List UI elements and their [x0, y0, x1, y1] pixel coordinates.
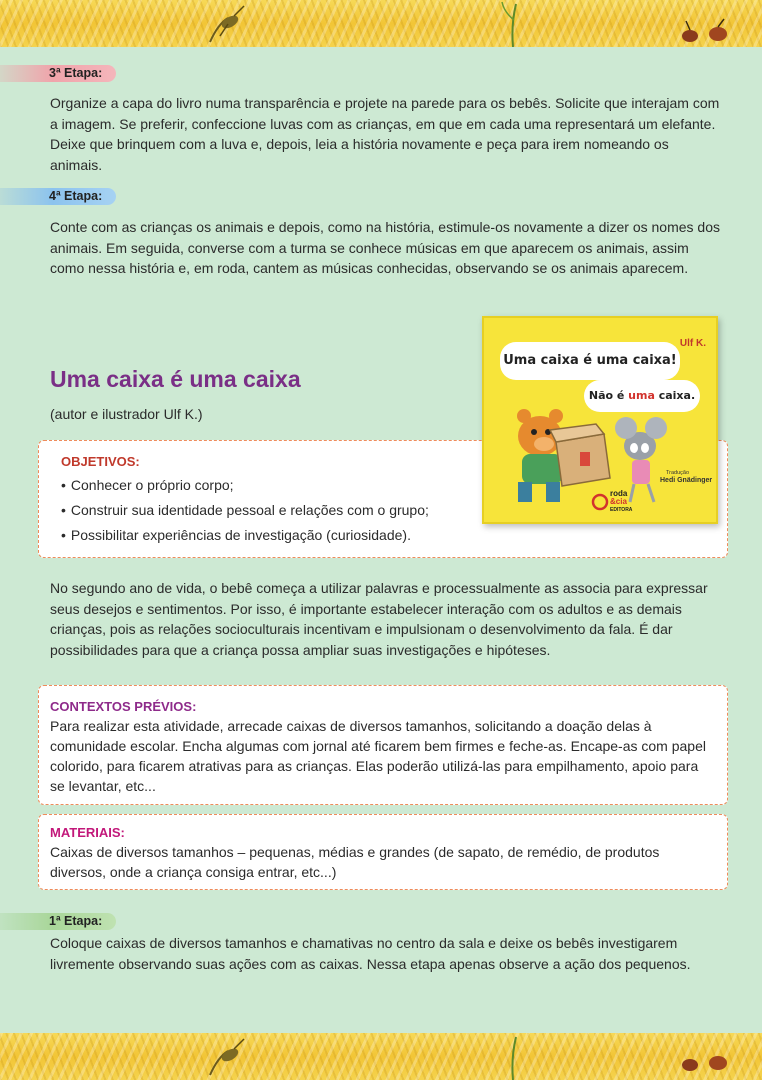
book-author: (autor e ilustrador Ulf K.) [50, 406, 203, 422]
publisher-line-3: EDITORA [610, 507, 633, 513]
cover-bubble-1-text: Uma caixa é uma caixa! [503, 353, 677, 368]
contexts-heading: CONTEXTOS PRÉVIOS: [50, 699, 197, 714]
publisher-logo [610, 490, 632, 514]
publisher-line-1: roda [610, 489, 628, 498]
publisher-line-2: &cia [610, 497, 627, 506]
cover-illustration [484, 318, 716, 522]
materials-text: Caixas de diversos tamanhos – pequenas, médias e grandes (de sapato, de remédio, de produtos diversos, onde a criança consiga entrar, etc...) [50, 844, 660, 880]
cover-bubble-2-post: caixa. [654, 389, 696, 402]
objective-item: • Construir sua identidade pessoal e relações com o grupo; [61, 498, 727, 523]
stage-1-text: Coloque caixas de diversos tamanhos e chamativas no centro da sala e deixe os bebês investigarem livremente observando suas ações com as caixas. Nessa etapa apenas observe a ação dos pequenos. [50, 935, 691, 972]
materials-heading: MATERIAIS: [50, 825, 125, 840]
cover-bubble-2-pre: Não é [588, 389, 629, 402]
cricket-illustration [204, 1037, 248, 1077]
stage-1-label: 1ª Etapa: [0, 913, 116, 930]
cover-translator: Hedi Gnädinger [660, 477, 713, 484]
bottom-decorative-band [0, 1033, 762, 1080]
grass-sprout-illustration [498, 0, 528, 47]
beetles-illustration [676, 1047, 736, 1075]
cover-translation-label: Tradução [666, 470, 690, 476]
objective-item: • Conhecer o próprio corpo; [61, 473, 727, 498]
intro-text: No segundo ano de vida, o bebê começa a utilizar palavras e processualmente as associa para expressar seus desejos e sentimentos. Por isso, é importante estabelecer interação com os adultos e as demais crianças, pois as relações socioculturais incentivam e impulsionam o desenvolvimento da fala. É dar possibilidades para que a criança possa ampliar suas investigações e hipóteses. [50, 580, 708, 658]
book-title: Uma caixa é uma caixa [50, 366, 301, 392]
grass-sprout-illustration [498, 1033, 528, 1080]
objectives-heading: OBJETIVOS: [61, 454, 140, 469]
contexts-text: Para realizar esta atividade, arrecade caixas de diversos tamanhos, solicitando a doação delas à comunidade escolar. Encha algumas com jornal até ficarem bem firmes e feche-as. Encape-as com papel colorido, para ficarem atrativas para as crianças. Elas poderão utilizá-las para empilhamento, apoio para se levantar, etc... [50, 718, 706, 794]
beetles-illustration [676, 18, 736, 46]
materials-box [38, 814, 728, 890]
contexts-box [38, 685, 728, 805]
stage-3-label: 3ª Etapa: [0, 65, 116, 82]
stage-3-text: Organize a capa do livro numa transparência e projete na parede para os bebês. Solicite que interajam com a imagem. Se preferir, confeccione luvas com as crianças, em que em cada uma representará um elefante. Deixe que brinquem com a luva e, depois, leia a história novamente e peça para irem nomeando os animais. [50, 95, 720, 173]
stage-4-text: Conte com as crianças os animais e depois, como na história, estimule-os novamente a dizer os nomes dos animais. Em seguida, converse com a turma se conhece músicas em que aparecem os animais, assim como nessa história e, em roda, cantem as músicas conhecidas, observando se os animais aparecem. [50, 219, 720, 276]
cover-bubble-2-em: uma [628, 389, 655, 402]
book-cover-image [482, 316, 718, 524]
cover-author: Ulf K. [679, 338, 706, 349]
cricket-illustration [204, 4, 248, 44]
objective-item: • Possibilitar experiências de investigação (curiosidade). [61, 523, 727, 548]
top-decorative-band [0, 0, 762, 47]
stage-4-label: 4ª Etapa: [0, 188, 116, 205]
